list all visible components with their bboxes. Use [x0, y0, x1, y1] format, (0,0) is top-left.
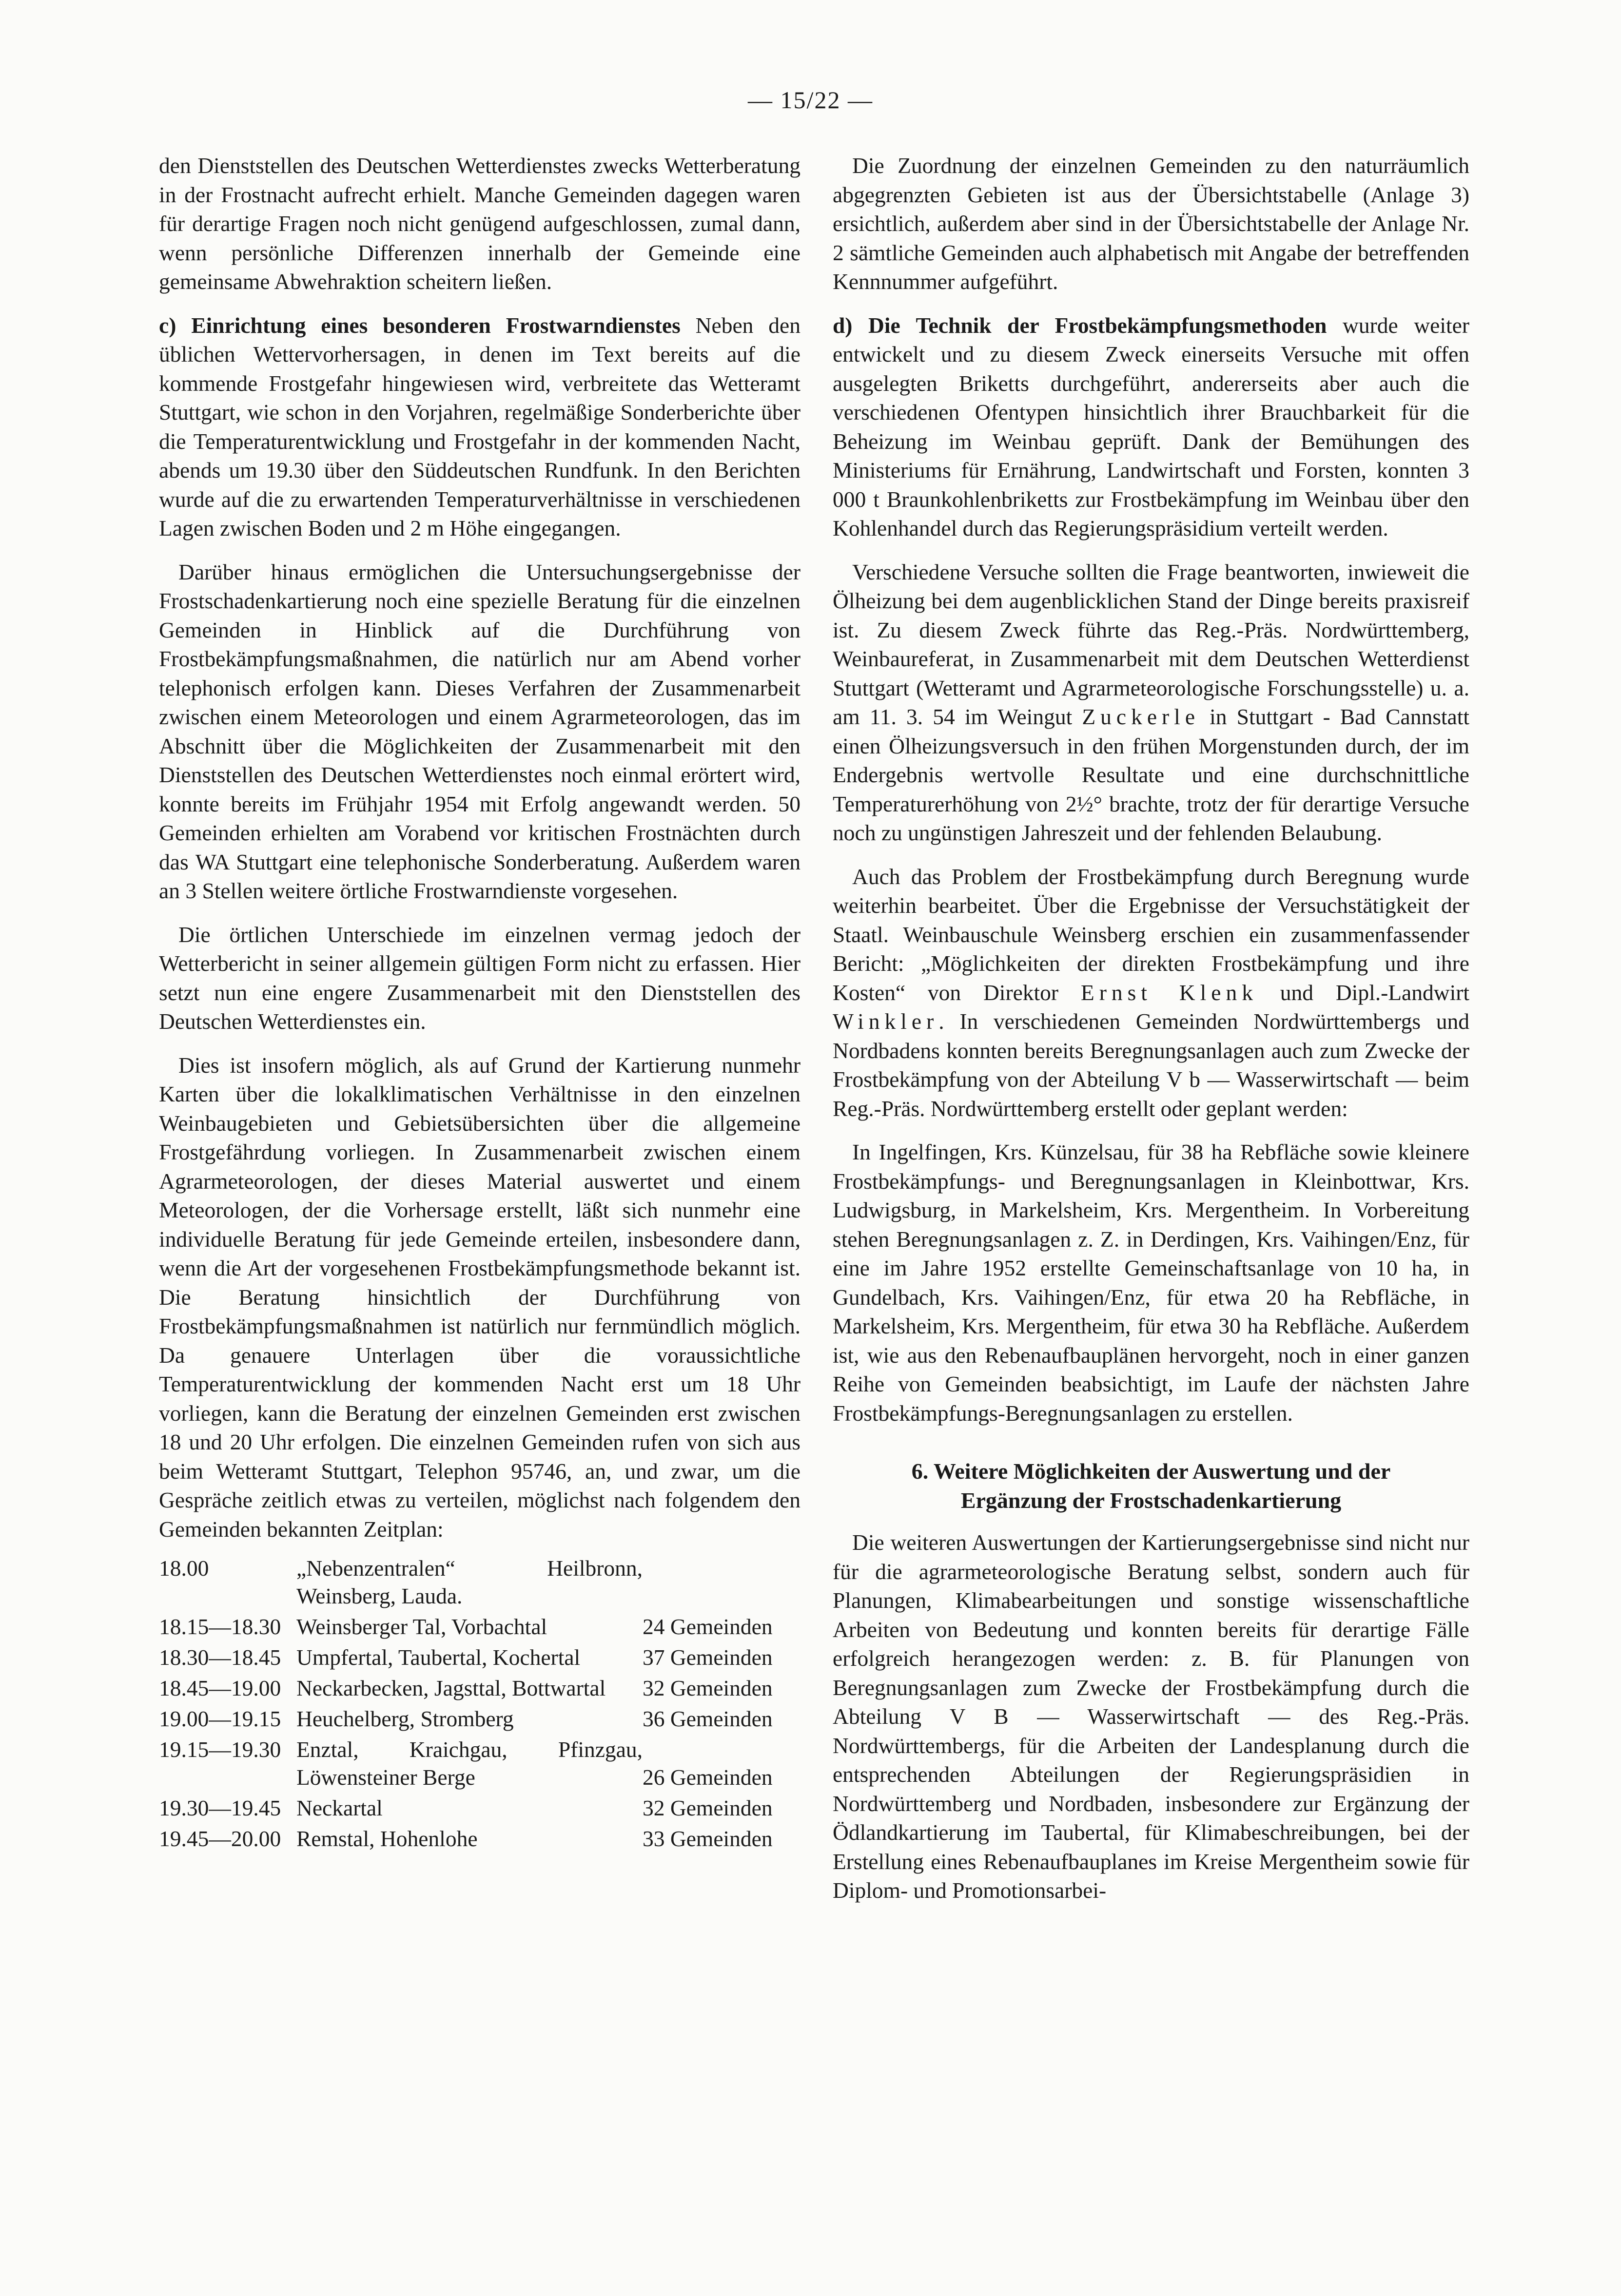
schedule-time: 18.15—18.30	[159, 1614, 281, 1639]
p4-text-a: Auch das Problem der Frostbekämpfung durch Beregnung wurde weiterhin bearbeitet. Über die Ergebnisse der Versuchstätigkeit der Staatl. Weinbauschule Weinsberg erschien ein zusammenfassender Bericht: „Möglichkeiten der direkten Frostbekämpfung und ihre Kosten“ von Direktor	[833, 864, 1469, 1005]
p4-text-c: . In verschiedenen Gemeinden Nordwürttembergs und Nordbadens konnten bereits Beregnungsanlagen auch zum Zwecke der Frostbekämpfung von der Abteilung V b — Wasserwirtschaft — beim Reg.-Präs. Nordwürttemberg erstellt oder geplant werden:	[833, 1009, 1469, 1121]
schedule-region: Umpfertal, Taubertal, Kochertal	[296, 1645, 581, 1670]
section-d-heading: d) Die Technik der Frostbekämpfungsmethoden	[833, 312, 1327, 338]
left-paragraph-5: Dies ist insofern möglich, als auf Grund der Kartierung nunmehr Karten über die lokalklimatischen Verhältnisse in den einzelnen Weinbaugebieten und Gebietsübersichten über die allgemeine Frostgefährdung vorliegen. In Zusammenarbeit zwischen einem Agrarmeteorologen, der dieses Material auswertet und einem Meteorologen, der die Vorhersage erstellt, läßt sich nunmehr eine individuelle Beratung für jede Gemeinde erteilen, insbesondere dann, wenn die Art der vorgesehenen Frostbekämpfungsmethode bekannt ist. Die Beratung hinsichtlich der Durchführung von Frostbekämpfungsmaßnahmen ist natürlich nur fernmündlich möglich. Da genauere Unterlagen über die voraussichtliche Temperaturentwicklung der kommenden Nacht erst um 18 Uhr vorliegen, kann die Beratung der einzelnen Gemeinden erst zwischen 18 und 20 Uhr erfolgen. Die einzelnen Gemeinden rufen von sich aus beim Wetteramt Stuttgart, Telephon 95746, an, und zwar, um die Gespräche zeitlich etwas zu verteilen, möglichst nach folgendem den Gemeinden bekannten Zeitplan:	[159, 1052, 801, 1542]
schedule-count: 36 Gemeinden	[643, 1706, 773, 1731]
left-column	[159, 151, 801, 1855]
schedule-region: Neckartal	[296, 1795, 383, 1820]
left-paragraph-3: Darüber hinaus ermöglichen die Untersuchungsergebnisse der Frostschadenkartierung noch eine spezielle Beratung für die einzelnen Gemeinden in Hinblick auf die Durchführung von Frostbekämpfungsmaßnahmen, die natürlich nur am Abend vorher telephonisch erfolgen kann. Dieses Verfahren der Zusammenarbeit zwischen einem Meteorologen und einem Agrarmeteorologen, das im Abschnitt über die Möglichkeiten der Zusammenarbeit mit den Dienststellen des Deutschen Wetterdienstes noch einmal erörtert wird, konnte bereits im Frühjahr 1954 mit Erfolg angewandt werden. 50 Gemeinden erhielten am Vorabend vor kritischen Frostnächten durch das WA Stuttgart eine telephonische Sonderberatung. Außerdem waren an 3 Stellen weitere örtliche Frostwarndienste vorgesehen.	[159, 559, 801, 903]
schedule-count: 37 Gemeinden	[643, 1645, 773, 1670]
schedule-time: 19.30—19.45	[159, 1795, 281, 1820]
schedule-time: 18.00	[159, 1556, 209, 1581]
page-number: — 15/22 —	[748, 86, 873, 114]
schedule-time: 19.15—19.30	[159, 1737, 281, 1762]
schedule-count: 32 Gemeinden	[643, 1795, 773, 1820]
schedule-region: Neckarbecken, Jagsttal, Bottwartal	[296, 1676, 606, 1700]
schedule-table	[159, 1554, 801, 1855]
name-zuckerle: Zuckerle	[1082, 704, 1200, 729]
schedule-row	[159, 1705, 801, 1736]
schedule-region: Heuchelberg, Stromberg	[296, 1706, 514, 1731]
schedule-time: 18.30—18.45	[159, 1645, 281, 1670]
schedule-row	[159, 1643, 801, 1674]
schedule-row	[159, 1674, 801, 1705]
schedule-time: 18.45—19.00	[159, 1676, 281, 1700]
p4-text-b: und Dipl.-Landwirt	[1280, 980, 1470, 1005]
schedule-time: 19.45—20.00	[159, 1826, 281, 1851]
schedule-count: 32 Gemeinden	[643, 1676, 773, 1700]
schedule-row	[159, 1554, 801, 1613]
schedule-region: Enztal, Kraichgau, Pfinzgau, Löwensteiner Berge	[296, 1737, 643, 1790]
section-6-title	[833, 1457, 1469, 1515]
name-ernst-klenk: Ernst Klenk	[1080, 980, 1258, 1005]
section-6-title-line-2: Ergänzung der Frostschadenkartierung	[960, 1488, 1342, 1513]
schedule-row	[159, 1825, 801, 1855]
schedule-row	[159, 1613, 801, 1643]
left-paragraph-4: Die örtlichen Unterschiede im einzelnen vermag jedoch der Wetterbericht in seiner allgemein gültigen Form nicht zu erfassen. Hier setzt nun eine engere Zusammenarbeit mit den Dienststellen des Deutschen Wetterdienstes ein.	[159, 922, 801, 1034]
name-winkler: Winkler	[833, 1009, 939, 1034]
section-d	[833, 311, 1469, 543]
schedule-time: 19.00—19.15	[159, 1706, 281, 1731]
schedule-region: Weinsberger Tal, Vorbachtal	[296, 1614, 547, 1639]
schedule-count: 33 Gemeinden	[643, 1826, 773, 1851]
schedule-count: 24 Gemeinden	[643, 1614, 773, 1639]
section-d-text: wurde weiter entwickelt und zu diesem Zweck einerseits Versuche mit offen ausgelegten Briketts durchgeführt, andererseits aber auch die verschiedenen Ofentypen hinsichtlich ihrer Brauchbarkeit für die Beheizung im Weinbau geprüft. Dank der Bemühungen des Ministeriums für Ernährung, Landwirtschaft und Forsten, konnten 3 000 t Braunkohlenbriketts zur Frostbekämpfung im Weinbau über den Kohlenhandel durch das Regierungspräsidium verteilt werden.	[833, 312, 1470, 540]
section-c-text: Neben den üblichen Wettervorhersagen, in denen im Text bereits auf die kommende Frostgefahr hingewiesen wird, verbreitete das Wetteramt Stuttgart, wie schon in den Vorjahren, regelmäßige Sonderberichte über die Temperaturentwicklung und Frostgefahr in der kommenden Nacht, abends um 19.30 über den Süddeutschen Rundfunk. In den Berichten wurde auf die zu erwartenden Temperaturverhältnisse in verschiedenen Lagen zwischen Boden und 2 m Höhe eingegangen.	[159, 312, 801, 540]
section-c	[159, 311, 801, 543]
left-paragraph-1: den Dienststellen des Deutschen Wetterdienstes zwecks Wetterberatung in der Frostnacht aufrecht erhielt. Manche Gemeinden dagegen waren für derartige Fragen noch nicht genügend aufgeschlossen, zumal dann, wenn persönliche Differenzen innerhalb der Gemeinde eine gemeinsame Abwehraktion scheitern ließen.	[159, 153, 801, 294]
section-c-heading: c) Einrichtung eines besonderen Frostwarndienstes	[159, 312, 681, 338]
section-6-title-line-1: 6. Weitere Möglichkeiten der Auswertung und der	[911, 1459, 1391, 1484]
schedule-row	[159, 1736, 801, 1794]
right-paragraph-1: Die Zuordnung der einzelnen Gemeinden zu den naturräumlich abgegrenzten Gebieten ist aus der Übersichtstabelle (Anlage 3) ersichtlich, außerdem aber sind in der Übersichtstabelle der Anlage Nr. 2 sämtliche Gemeinden auch alphabetisch mit Angabe der betreffenden Kennnummer aufgeführt.	[833, 153, 1469, 294]
schedule-count	[643, 1554, 801, 1613]
p3-text-a: Verschiedene Versuche sollten die Frage beantworten, inwieweit die Ölheizung bei dem augenblicklichen Stand der Dinge bereits praxisreif ist. Zu diesem Zweck führte das Reg.-Präs. Nordwürttemberg, Weinbaureferat, in Zusammenarbeit mit dem Deutschen Wetterdienst Stuttgart (Wetteramt und Agrarmeteorologische Forschungsstelle) u. a. am 11. 3. 54 im Weingut	[833, 559, 1469, 729]
right-paragraph-6: Die weiteren Auswertungen der Kartierungsergebnisse sind nicht nur für die agrarmeteorologische Beratung selbst, sondern auch für Planungen, Klimabearbeitungen und sonstige wissenschaftliche Arbeiten von Bedeutung und konnten bereits für derartige Fälle erfolgreich herangezogen werden: z. B. für Planungen von Beregnungsanlagen zum Zwecke der Frostbekämpfung durch die Abteilung V B — Wasserwirtschaft — des Reg.-Präs. Nordwürttembergs, für die Arbeiten der Landesplanung durch die entsprechenden Abteilungen der Regierungspräsidien in Nordwürttemberg und Nordbaden, insbesondere zur Ergänzung der Ödlandkartierung im Taubertal, für Klimabeschreibungen, bei der Erstellung eines Rebenaufbauplanes im Kreise Mergentheim sowie für Diplom- und Promotionsarbei-	[833, 1530, 1469, 1903]
schedule-count: 26 Gemeinden	[643, 1765, 773, 1790]
schedule-region: Remstal, Hohenlohe	[296, 1826, 478, 1851]
right-paragraph-3	[833, 558, 1469, 848]
schedule-region: „Nebenzentralen“ Heilbronn, Weinsberg, Lauda.	[296, 1556, 643, 1608]
right-paragraph-5: In Ingelfingen, Krs. Künzelsau, für 38 ha Rebfläche sowie kleinere Frostbekämpfungs- und Beregnungsanlagen in Kleinbottwar, Krs. Ludwigsburg, in Markelsheim, Krs. Mergentheim. In Vorbereitung stehen Beregnungsanlagen z. Z. in Derdingen, Krs. Vaihingen/Enz, für eine im Jahre 1952 erstellte Gemeinschaftsanlage von 10 ha, in Gundelbach, Krs. Vaihingen/Enz, für etwa 20 ha Rebfläche, in Markelsheim, Krs. Mergentheim, für etwa 30 ha Rebfläche. Außerdem ist, wie aus den Rebenaufbauplänen hervorgeht, noch in einer ganzen Reihe von Gemeinden beabsichtigt, im Laufe der nächsten Jahre Frostbekämpfungs-Beregnungsanlagen zu erstellen.	[833, 1139, 1469, 1426]
right-column	[833, 151, 1469, 1920]
right-paragraph-4	[833, 862, 1469, 1123]
p3-text-b: in Stuttgart - Bad Cannstatt einen Ölheizungsversuch in den frühen Morgenstunden durch, der im Endergebnis wertvolle Resultate und eine durchschnittliche Temperaturerhöhung von 2½° brachte, trotz der für derartige Versuche noch zu ungünstigen Jahreszeit und der fehlenden Belaubung.	[833, 704, 1470, 845]
schedule-row	[159, 1794, 801, 1825]
